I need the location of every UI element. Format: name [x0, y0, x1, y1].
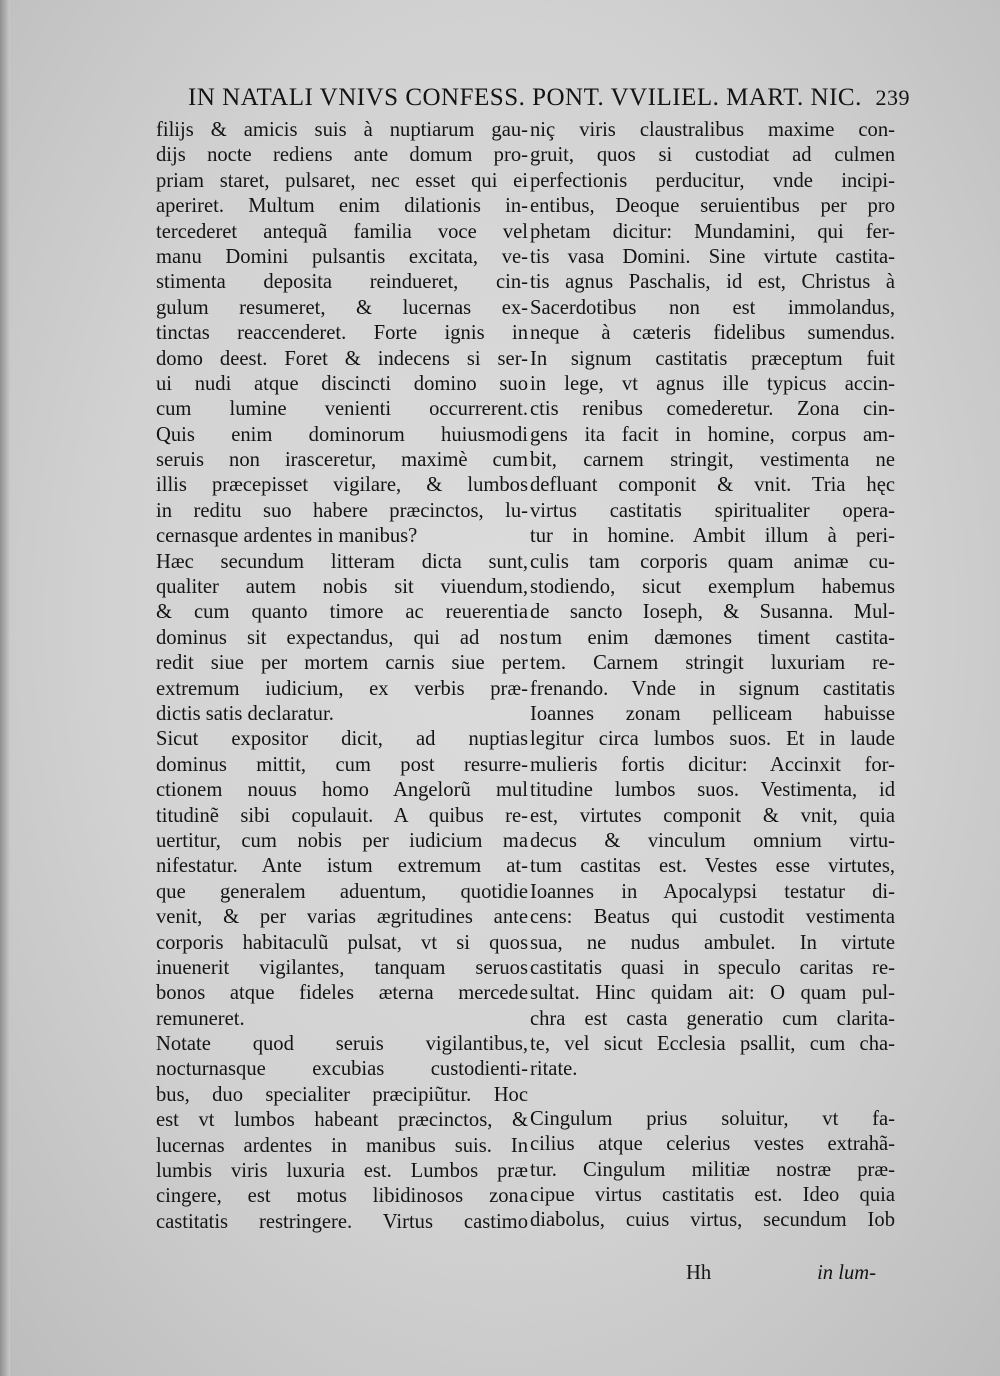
text-line: corporis habitaculũ pulsat, vt si quos [156, 931, 528, 954]
text-line: defluant componit & vnit. Tria hęc [530, 474, 895, 497]
text-line: illis præcepisset vigilare, & lumbos [156, 474, 528, 497]
signature-mark: Hh [686, 1262, 712, 1284]
text-line: tinctas reaccenderet. Forte ignis in [156, 322, 528, 345]
page-number: 239 [875, 85, 910, 110]
text-line: Notate quod seruis vigilantibus, [156, 1033, 528, 1056]
text-line: est vt lumbos habeant præcinctos, & [156, 1109, 528, 1132]
text-line: legitur circa lumbos suos. Et in laude [530, 728, 895, 751]
text-line: ui nudi atque discincti domino suo [156, 372, 528, 395]
text-line: dijs nocte rediens ante domum pro- [156, 144, 528, 167]
text-line: Quis enim dominorum huiusmodi [156, 423, 528, 446]
text-line: tur. Cingulum militiæ nostræ præ- [530, 1158, 895, 1181]
text-line: ctionem nouus homo Angelorũ mul [156, 779, 528, 802]
text-line: virtus castitatis spiritualiter opera- [530, 499, 895, 522]
text-line: cipue virtus castitatis est. Ideo quia [530, 1184, 895, 1207]
text-line: cingere, est motus libidinosos zona [156, 1185, 528, 1208]
text-line: Hæc secundum litteram dicta sunt, [156, 550, 528, 573]
left-text-column [156, 118, 528, 1235]
text-line: bit, carnem stringit, vestimenta ne [530, 449, 895, 472]
text-line: castitatis quasi in speculo caritas re- [530, 956, 895, 979]
text-line: diabolus, cuius virtus, secundum Iob [530, 1209, 895, 1232]
text-line: tis vasa Domini. Sine virtute castita- [530, 245, 895, 268]
text-line: tur in homine. Ambit illum à peri- [530, 525, 895, 548]
text-line: lucernas ardentes in manibus suis. In [156, 1134, 528, 1157]
text-line: domo deest. Foret & indecens si ser- [156, 347, 528, 370]
text-line: Cingulum prius soluitur, vt fa- [530, 1107, 895, 1130]
text-line: redit siue per mortem carnis siue per [156, 652, 528, 675]
text-line: gruit, quos si custodiat ad culmen [530, 144, 895, 167]
text-line: de sancto Ioseph, & Susanna. Mul- [530, 601, 895, 624]
text-line: lumbis viris luxuria est. Lumbos præ [156, 1160, 528, 1183]
text-line: sua, ne nudus ambulet. In virtute [530, 931, 895, 954]
text-line: manu Domini pulsantis excitata, ve- [156, 245, 528, 268]
text-line: est, virtutes componit & vnit, quia [530, 804, 895, 827]
text-line: cens: Beatus qui custodit vestimenta [530, 906, 895, 929]
text-line: tum enim dæmones timent castita- [530, 626, 895, 649]
catchword: in lum- [817, 1262, 876, 1284]
text-line: in reditu suo habere præcinctos, lu- [156, 499, 528, 522]
text-line: nocturnasque excubias custodienti- [156, 1058, 528, 1081]
text-line: dictis satis declaratur. [156, 702, 334, 725]
text-line: decus & vinculum omnium virtu- [530, 829, 895, 852]
text-line: dominus sit expectandus, qui ad nos [156, 626, 528, 649]
text-line: castitatis restringere. Virtus castimo [156, 1210, 528, 1233]
text-line: qualiter autem nobis sit viuendum, [156, 576, 528, 599]
running-head [188, 84, 910, 114]
text-line: mulieris fortis dicitur: Accinxit for- [530, 753, 895, 776]
text-line: stodiendo, sicut exemplum habemus [530, 576, 895, 599]
running-title: IN NATALI VNIVS CONFESS. PONT. VVILIEL. MART. NIC. [188, 84, 862, 111]
text-line: venit, & per varias ægritudines ante [156, 906, 528, 929]
text-line: ctis renibus comederetur. Zona cin- [530, 398, 895, 421]
text-line: frenando. Vnde in signum castitatis [530, 677, 895, 700]
text-line: que generalem aduentum, quotidie [156, 880, 528, 903]
text-line: Sicut expositor dicit, ad nuptias [156, 728, 528, 751]
text-line: entibus, Deoque seruientibus per pro [530, 195, 895, 218]
text-line: in lege, vt agnus ille typicus accin- [530, 372, 895, 395]
text-line: Ioannes zonam pelliceam habuisse [530, 702, 895, 725]
text-line: extremum iudicium, ex verbis præ- [156, 677, 528, 700]
text-line: gulum resumeret, & lucernas ex- [156, 296, 528, 319]
text-line: titudine lumbos suos. Vestimenta, id [530, 779, 895, 802]
text-line: neque à cæteris fidelibus sumendus. [530, 322, 895, 345]
text-line: chra est casta generatio cum clarita- [530, 1007, 895, 1030]
text-line: tum castitas est. Vestes esse virtutes, [530, 855, 895, 878]
text-line: phetam dicitur: Mundamini, qui fer- [530, 220, 895, 243]
text-line: te, vel sicut Ecclesia psallit, cum cha- [530, 1033, 895, 1056]
right-text-column [530, 118, 895, 1234]
text-line: bus, duo specialiter præcipiũtur. Hoc [156, 1083, 528, 1106]
text-line: remuneret. [156, 1007, 245, 1030]
text-line: Sacerdotibus non est immolandus, [530, 296, 895, 319]
text-line: tercederet antequã familia voce vel [156, 220, 528, 243]
text-line: & cum quanto timore ac reuerentia [156, 601, 528, 624]
text-line: uertitur, cum nobis per iudicium ma [156, 829, 528, 852]
text-line: filijs & amicis suis à nuptiarum gau- [156, 119, 528, 141]
text-line: nifestatur. Ante istum extremum at- [156, 855, 528, 878]
text-line: In signum castitatis præceptum fuit [530, 347, 895, 370]
text-line: tis agnus Paschalis, id est, Christus à [530, 271, 895, 294]
text-line: cernasque ardentes in manibus? [156, 525, 418, 548]
text-line: cilius atque celerius vestes extrahã- [530, 1133, 895, 1156]
text-line: stimenta deposita reindueret, cin- [156, 271, 528, 294]
text-line: culis tam corporis quam animæ cu- [530, 550, 895, 573]
text-line: inuenerit vigilantes, tanquam seruos [156, 956, 528, 979]
text-line: bonos atque fideles æterna mercede [156, 982, 528, 1005]
text-line: perfectionis perducitur, vnde incipi- [530, 169, 895, 192]
paragraph-gap [530, 1083, 895, 1107]
text-line: titudinẽ sibi copulauit. A quibus re- [156, 804, 528, 827]
text-line: seruis non irasceretur, maximè cum [156, 449, 528, 472]
text-line: sultat. Hinc quidam ait: O quam pul- [530, 982, 895, 1005]
page-footer [686, 1262, 876, 1285]
page-edge-shadow [0, 0, 10, 1376]
text-line: priam staret, pulsaret, nec esset qui ei [156, 169, 528, 192]
text-line: niç viris claustralibus maxime con- [530, 119, 895, 141]
text-line: dominus mittit, cum post resurre- [156, 753, 528, 776]
text-line: aperiret. Multum enim dilationis in- [156, 195, 528, 218]
text-line: gens ita facit in homine, corpus am- [530, 423, 895, 446]
text-line: tem. Carnem stringit luxuriam re- [530, 652, 895, 675]
text-line: Ioannes in Apocalypsi testatur di- [530, 880, 895, 903]
text-line: cum lumine venienti occurrerent. [156, 398, 528, 421]
text-line: ritate. [530, 1058, 578, 1081]
